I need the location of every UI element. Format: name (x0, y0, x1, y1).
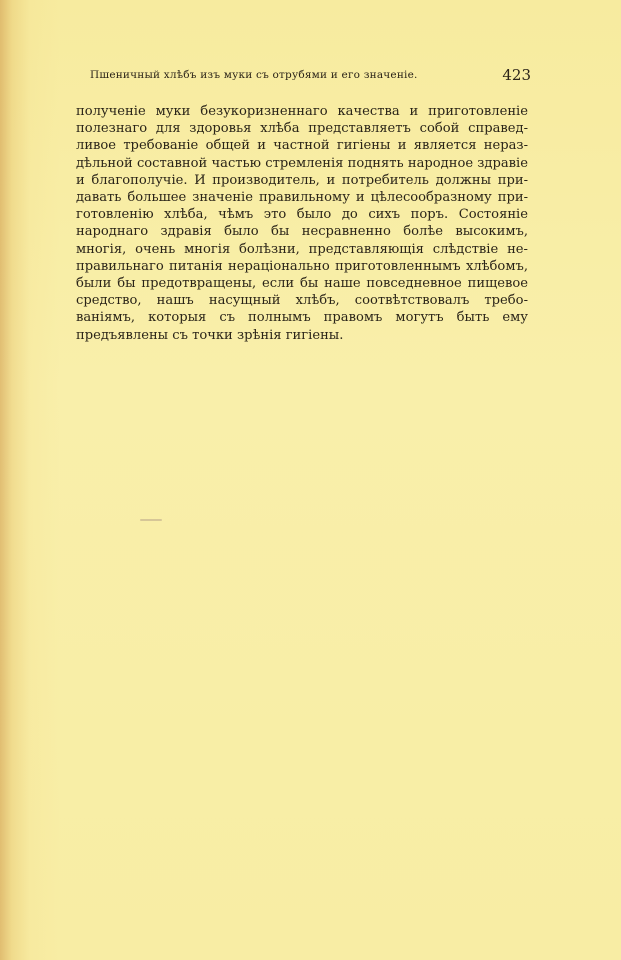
text-line: народнаго здравія было бы несравненно болѣе высокимъ, (76, 224, 528, 240)
text-line: полученіе муки безукоризненнаго качества и приготовленіе (76, 104, 528, 119)
text-line: полезнаго для здоровья хлѣба представляетъ собой справед- (76, 121, 528, 137)
text-line: дѣльной составной частью стремленія поднять народное здравіе (76, 155, 528, 171)
page-number: 423 (502, 66, 531, 84)
text-line: многія, очень многія болѣзни, представляющія слѣдствіе не- (76, 241, 528, 257)
text-line: и благополучіе. И производитель, и потребитель должны при- (76, 172, 528, 188)
text-line: ливое требованіе общей и частной гигіены и является нераз- (76, 138, 528, 154)
text-line: средство, нашъ насущный хлѣбъ, соотвѣтствовалъ требо- (76, 293, 528, 309)
text-line: давать большее значеніе правильному и цѣлесообразному при- (76, 190, 528, 206)
text-line: были бы предотвращены, если бы наше повседневное пищевое (76, 276, 528, 292)
text-line: правильнаго питанія нераціонально приготовленнымъ хлѣбомъ, (76, 258, 528, 274)
text-line: ваніямъ, которыя съ полнымъ правомъ могутъ быть ему (76, 310, 528, 326)
paper-speck (140, 519, 162, 521)
text-line: готовленію хлѣба, чѣмъ это было до сихъ поръ. Состояніе (76, 207, 528, 223)
body-paragraph (76, 103, 528, 344)
running-head-title: Пшеничный хлѣбъ изъ муки съ отрубями и его значеніе. (90, 69, 418, 81)
text-line-last: предъявлены съ точки зрѣнія гигіены. (76, 327, 344, 343)
running-head (76, 66, 531, 86)
